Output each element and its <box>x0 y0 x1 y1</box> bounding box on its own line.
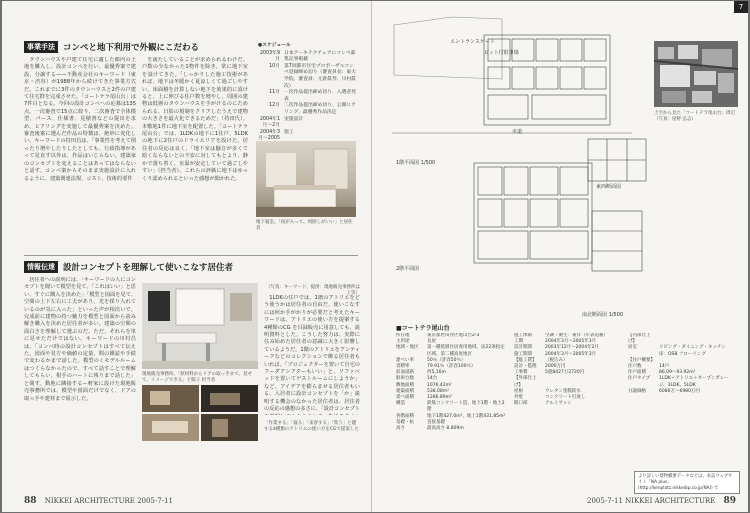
project-info-table <box>396 333 736 475</box>
section-tag: 情報伝達 <box>24 261 58 273</box>
info-key: 【総工費】 <box>514 357 537 363</box>
info-key: 主用途 <box>396 339 410 345</box>
schedule-row <box>258 90 358 103</box>
info-value: 1LDK＋アトリエ＋オープンガレージ、3LDK、5LDK <box>659 376 729 388</box>
info-key: 建築面積 <box>396 388 414 394</box>
left-page <box>2 1 372 512</box>
info-key: 敷地面積 <box>396 382 414 388</box>
info-value: ウレタン塗膜防水 <box>545 388 581 394</box>
info-value: 14台 <box>427 376 438 382</box>
info-value: 2003年12月～2004年2月 <box>545 345 599 351</box>
info-value: 西5.16m <box>427 370 446 376</box>
aerial-illustration <box>654 41 738 107</box>
info-key: 建ぺい率 <box>396 357 414 363</box>
info-key: 屋根 <box>514 388 523 394</box>
info-value: 空調・衛生：東洋（年表追補） <box>545 333 608 338</box>
schedule-event: 実施設計 <box>284 116 304 122</box>
info-key: 所在地 <box>396 333 410 338</box>
info-value: 2004年3月～2005年3月 <box>545 351 597 357</box>
info-value: 14戸 <box>659 364 670 370</box>
bedroom-illustration <box>256 141 356 217</box>
info-value: 第一種低層住居専用地域、法22条指定区域、第二種高度地区 <box>427 345 505 357</box>
info-key: 各階面積 <box>396 413 414 419</box>
schedule-date: 2003年9月 <box>259 50 280 63</box>
info-value: コンクリート打放し <box>545 395 586 401</box>
schedule-event: 施工 <box>284 129 294 135</box>
section-tag: 事業手法 <box>24 41 58 53</box>
info-value: 長屋 <box>427 339 436 345</box>
schedule-date: 12月 <box>269 103 280 109</box>
info-row <box>396 426 508 432</box>
info-key: 施工体制 <box>514 333 532 338</box>
info-value: 50％（許容50％） <box>427 357 466 363</box>
plan1-label: 1階平面図 1/500 <box>396 160 436 166</box>
page-number: 89 <box>723 496 736 506</box>
info-value: リビング・ダイニング・キッチン 床：OSB フローリング <box>659 345 726 357</box>
info-row <box>628 376 736 388</box>
info-key: 基礎・杭 <box>396 419 414 425</box>
info-value: 1076.42m² <box>427 382 452 388</box>
credit-caption: （写真：キーワード、提供：現地販売事務所は上等） <box>265 285 360 296</box>
info-key: 居室 <box>628 345 637 351</box>
info-key: 駐車台数 <box>396 376 414 382</box>
atelier-cg-grid <box>142 385 258 441</box>
info-value: 鉄筋コンクリート造、地下1階・地上2階 <box>427 401 505 413</box>
info-value: 最高高さ 8.809m <box>427 426 464 432</box>
info-value: （税込み） <box>545 357 568 363</box>
schedule-event: 二次作品提出締め切り、公開ヒアリング、最優秀作品決定 <box>284 103 356 115</box>
info-value: 1286.89m² <box>427 395 452 401</box>
schedule-event: 一次作品提出締め切り、入選者発表 <box>284 90 356 102</box>
info-key: 工事費 <box>514 370 528 376</box>
info-key: 外壁 <box>514 395 523 401</box>
schedule-row <box>258 64 358 90</box>
section-short-label: 南北断面図 1/500 <box>582 312 623 318</box>
info-value: 5億8427万2720円 <box>545 370 585 376</box>
info-row <box>396 345 508 357</box>
schedule-title: ●スケジュール <box>258 43 291 48</box>
schedule-date: 2004年1月～2月 <box>259 116 280 129</box>
info-key: 住戸数 <box>628 364 642 370</box>
info-key: 住戸面積 <box>628 370 646 376</box>
info-row <box>628 333 736 345</box>
info-key: 設計・監理 <box>514 364 537 370</box>
plan2-label: 2階平面図 <box>396 266 420 272</box>
schedule-event: 第7回都市住宅プロポーザルコンペ登録締め切り（審査員長：東大学院、審査員：元倉眞琴、川村眞次） <box>284 63 356 89</box>
info-value: 2000万円 <box>545 364 566 370</box>
bedroom-caption: 地下寝室。「夜が入って、周囲しがいい」と居住者 <box>256 220 353 231</box>
article-paragraph: 居住者への説明には、「キーワードの人にコンセプトを聞いて模型を見て、「これはいい」と思い、すぐに購入を決めた」「模型と図面を見て、空間の上下左右に工夫があり、光を採り入れているのが気に入った」といった声が相次いで。完成前に建物の持つ魅力を模型と図面から読み解き購入を決めた居住者が多い。建築の空間の面白さを理解して選ぶのだ。ただ、それらを単に見せただけではない。キーワードの川村昌は、「コンペ時の設計コンセプトはすべて伝えた。図面や見方や価値の定量、間の雑誌や手続で変わるかまで話した。模型のくモデルルームはつくらなかったので、すべて話すことで理解してもらい、相手のハートに残りまで話した」と間す。動地に隣接するー軒家に設けた現地販売事務所では、模型や図面だけでなく、ドアの取っ手や建材まで展示した。 <box>24 277 136 402</box>
info-key: 【内部仕上げ】 <box>628 333 651 345</box>
section-divider <box>24 255 358 256</box>
info-key: 設計期間 <box>514 345 532 351</box>
folio-text: NIKKEI ARCHITECTURE 2005-7-11 <box>44 497 173 505</box>
project-info-title: ■コートテラ尾山台 <box>396 325 450 332</box>
info-key: 延べ面積 <box>396 395 414 401</box>
bedroom-photo <box>256 141 356 217</box>
left-folio <box>24 496 173 506</box>
sales-office-caption: 現地販売事務所。「原材料からドアの取っ手まで、見せて、イメージできる」と販子 担当者 <box>142 372 253 383</box>
article-column <box>142 57 248 182</box>
parking-label: ピット付駐車場 <box>484 50 519 56</box>
magazine-spread <box>2 1 748 512</box>
section-heading-business <box>24 41 199 53</box>
article-paragraph: を満たしていることが求められるわけだ。戸数の少なかった1物件を除き、常に地下室を設けてきた。「しっかりした施工技術があれば、地下は冬暖かく夏涼しくて過ごしやすい。床面積を計算しない地下を効果的に設けると、上に伸びる住戸数を増やし、周囲の建物は低層のタウンハウスを手がけるのにためられる、日影の規制をクリアしたうえで建物の大きさを最大化できるためだ」（持田氏）。本敷地1件に地下室を配置した。「コートテラ尾山台」では、1LDKの地下に1住戸、5LDKの地下に2住戸のドライエリアを設けた。居住者の反応は良く、「地下室は騒音が多くて暗くならないとの不安に対してもとより、静かで落ち着く、室温が安定していて過ごしやすい」（担当者）。これらの評価に地下はゆっくり認められるといった感想が聞かれた。 <box>142 57 248 182</box>
info-value: 東京都世田谷区尾山台2-3 <box>427 333 480 338</box>
project-info-column <box>628 333 736 475</box>
info-key: 【外部仕上げ】 <box>514 376 537 388</box>
section-title: 設計コンセプトを理解して使いこなす居住者 <box>63 263 234 273</box>
info-value: 6080万～6980万円 <box>659 388 700 394</box>
project-info-column <box>396 333 508 475</box>
sales-office-illustration <box>142 283 258 369</box>
section-long-label: 東西断面図 <box>596 184 622 190</box>
schedule-row <box>258 51 358 64</box>
info-value: 地下1階427.0m²、地上1階431.85m² <box>427 413 506 419</box>
schedule-date: 2004年3月～2005 <box>258 129 280 142</box>
schedule-row <box>258 117 358 130</box>
info-row <box>514 376 622 388</box>
schedule-date: 11月 <box>269 90 280 96</box>
info-key: 構造 <box>396 401 405 407</box>
schedule-rows <box>258 51 358 150</box>
article-column <box>264 295 360 415</box>
aerial-photo <box>654 41 738 107</box>
page-number: 88 <box>24 496 37 506</box>
info-key: 開口部 <box>514 401 528 407</box>
folio-text: 2005-7-11 NIKKEI ARCHITECTURE <box>587 497 716 505</box>
info-key: 容積率 <box>396 364 410 370</box>
right-page <box>372 1 748 512</box>
info-row <box>396 401 508 413</box>
section-title: コンペと地下利用で外観にこだわる <box>63 43 200 53</box>
section-heading-information <box>24 261 233 273</box>
atelier-cg-caption: 「作業する」「寝る」「来客する」「集う」と題する4種類のアトリエの使い方をCGで提案した <box>264 421 359 432</box>
info-value: 直接基礎 <box>427 419 445 425</box>
schedule-date: 10月 <box>269 63 280 69</box>
info-value: 86.09～93.92m² <box>659 370 696 376</box>
corner-page-tab: 7 <box>734 1 748 13</box>
info-row <box>628 389 736 395</box>
article-paragraph: タウンハウスや戸建て住宅に適した都内の土地を購入し、設計コンペを行い、最優秀案で建設、分譲する——不動産会社のキーワード（東京・渋谷）が1988年から続けてきた事業方式だ。これまでに3件のタウンハウスと2件の戸建て住宅群を完成させた。「コートテラ尾山台」は7件目となる。今回の設計コンペへの応募は135点。一次審査で15点に絞り、二次審査で全体模型、パース、仕様書、見積書などの提出を求め、ヒアリングを実施して最優秀案を決めた。審査後案に選んだ作品の特徴は、絶妙に変化しい。キーワードの持田昌は、「事業性を考えて削ったり増やしたりしたとしても、行政指導があって見直す以外は、作品はいじらない。建築家のコンセプトを変えることはあってはならないと話す。コンペ案からそのまま実施設計に入れるように、建築関連法規、コスト、技術的要件 <box>24 57 136 182</box>
info-key: 【住戸概要】 <box>628 357 655 363</box>
street-label: 市道 <box>512 129 523 135</box>
article-paragraph: 1LDKの住戸では、1階のアトリエをどう使うかは居住者の自由だ。使いこなすには何か手がかりが必要だと考えたキーワードは、アトリエの使い方を提案する4種類のCG を目録販売に用意しても、説明資料とした。こうした努力は、実際に住み始めた居住者の意識に大きく影響しているようだ。1階のアトリエをアンティークなどのコレクションで飾る居住者もいれば、「プロジェクターを置いて自宅のフーダアシアターもいい」と、ソファベッドを置いてゲストルームにしようか」など、アイデアを膨らませる居住者もいる。入居者に設計コンセプトを「か」説明する機会のなかった居住者は、居住者の反応の感想の多さに、「設計コンセプト <box>264 295 360 413</box>
entrance-label: エントランスゲート <box>450 39 495 45</box>
aerial-caption: 上空から見た「コートテラ尾山台」周辺（写真：屋野 弘志） <box>654 111 735 122</box>
project-info-column <box>514 333 622 475</box>
info-row <box>628 345 736 357</box>
info-key: 分譲価格 <box>628 388 646 394</box>
info-key: 工期 <box>514 339 523 345</box>
atelier-cg-illustration <box>142 385 258 441</box>
info-value: 79.91％（許容100％） <box>427 364 476 370</box>
info-value: アルミサッシ <box>545 401 572 407</box>
info-value: 2004年3月～2005年3月 <box>545 339 597 345</box>
schedule-event: 日本アーキテクチュアにコンペ募集記事掲載 <box>284 50 356 63</box>
info-key: 前面道路 <box>396 370 414 376</box>
info-key: 住戸タイプ <box>628 376 651 382</box>
info-key: 施工期間 <box>514 351 532 357</box>
schedule-row <box>258 103 358 116</box>
info-key: 地域・地区 <box>396 345 419 351</box>
article-column <box>24 277 136 477</box>
info-key: 高さ <box>396 426 405 432</box>
sales-office-photo <box>142 283 258 369</box>
website-note-box: より詳しい建物概要データなどは、本誌ウェブサイト「NA plus」(http://kenplatz.nikkeibp.co.jp/NA/) で <box>634 471 740 494</box>
article-column <box>24 57 136 255</box>
right-folio <box>587 496 736 506</box>
info-row <box>514 401 622 407</box>
info-value: 538.08m² <box>427 388 449 394</box>
